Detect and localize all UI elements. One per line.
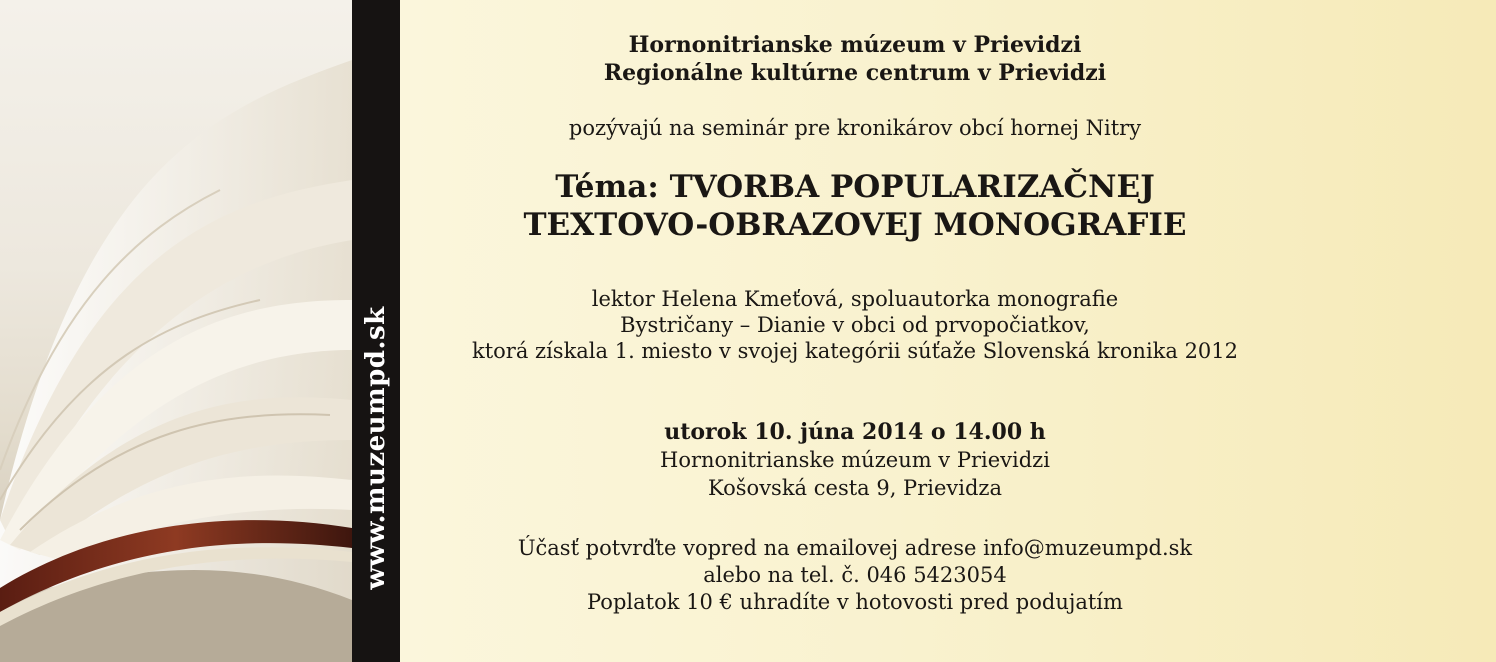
open-book-photo: [0, 0, 352, 662]
theme-line-1: Téma: TVORBA POPULARIZAČNEJ: [555, 169, 1155, 205]
lecturer-line-3: ktorá získala 1. miesto v svojej kategórii súťaže Slovenská kronika 2012: [471, 339, 1239, 363]
fee-line: Poplatok 10 € uhradíte v hotovosti pred podujatím: [587, 590, 1123, 614]
date-time: utorok 10. júna 2014 o 14.00 h: [664, 419, 1046, 445]
rsvp-line-2: alebo na tel. č. 046 5423054: [703, 563, 1007, 587]
rsvp-line-1: Účasť potvrďte vopred na emailovej adrese info@muzeumpd.sk: [517, 536, 1193, 560]
organizer-2: Regionálne kultúrne centrum v Prievidzi: [603, 60, 1107, 86]
lecturer-line-2: Bystričany – Dianie v obci od prvopočiatkov,: [620, 313, 1090, 337]
invite-line: pozývajú na seminár pre kronikárov obcí hornej Nitry: [568, 116, 1142, 140]
website-vertical: www.muzeumpd.sk: [361, 306, 391, 590]
organizer-1: Hornonitrianske múzeum v Prievidzi: [628, 32, 1082, 58]
invitation-text: [400, 0, 1496, 662]
open-book-illustration: [0, 0, 352, 662]
lecturer-line-1: lektor Helena Kmeťová, spoluautorka monografie: [591, 287, 1119, 311]
theme-line-2: TEXTOVO-OBRAZOVEJ MONOGRAFIE: [523, 207, 1187, 243]
venue-line-1: Hornonitrianske múzeum v Prievidzi: [660, 448, 1050, 472]
venue-line-2: Košovská cesta 9, Prievidza: [708, 476, 1002, 500]
